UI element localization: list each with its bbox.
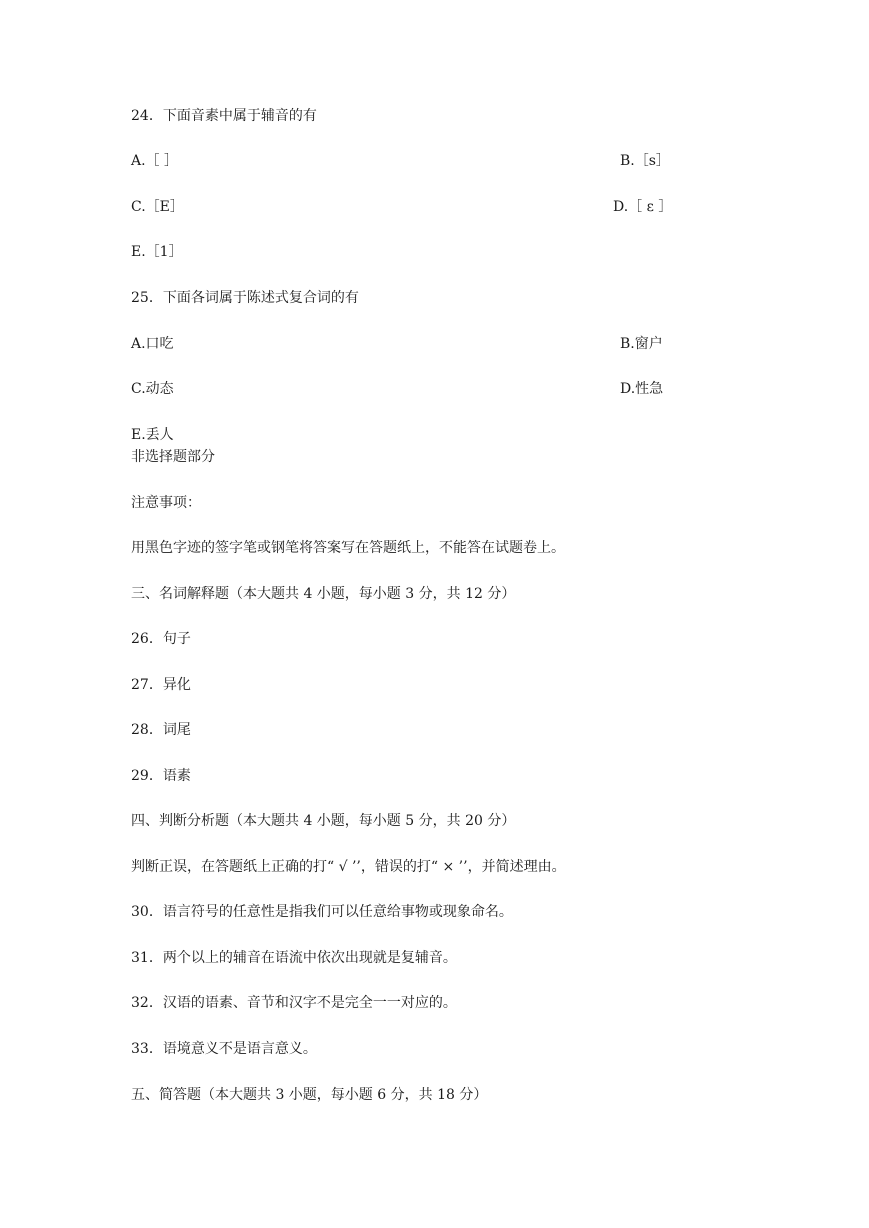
section-3-heading: 三、名词解释题（本大题共 4 小题，每小题 3 分，共 12 分） (131, 586, 516, 602)
question-25-option-a: A.口吃 (131, 336, 174, 352)
section-4-instruction: 判断正误，在答题纸上正确的打“ √ ’’，错误的打“ × ’’，并简述理由。 (131, 859, 566, 875)
section-5-heading: 五、简答题（本大题共 3 小题，每小题 6 分，共 18 分） (131, 1087, 488, 1103)
section-3-item-29: 29．语素 (131, 768, 191, 784)
question-24-option-b: B.［s］ (620, 153, 670, 169)
question-25-stem: 25．下面各词属于陈述式复合词的有 (131, 290, 359, 306)
nonchoice-heading: 非选择题部分 (131, 449, 215, 465)
question-25-option-d: D.性急 (620, 381, 664, 397)
notice-title: 注意事项： (131, 495, 201, 511)
section-4-item-30: 30．语言符号的任意性是指我们可以任意给事物或现象命名。 (131, 904, 513, 920)
section-3-item-27: 27．异化 (131, 677, 191, 693)
question-24-option-d: D.［ ε ］ (613, 199, 673, 215)
question-25-option-e: E.丢人 (131, 427, 174, 443)
notice-text: 用黑色字迹的签字笔或钢笔将答案写在答题纸上，不能答在试题卷上。 (131, 540, 565, 556)
question-24-option-e: E.［1］ (131, 244, 183, 260)
question-24-option-a: A.［ ］ (131, 153, 179, 169)
section-3-item-26: 26．句子 (131, 631, 191, 647)
question-24-stem: 24．下面音素中属于辅音的有 (131, 108, 317, 124)
section-4-item-33: 33．语境意义不是语言意义。 (131, 1041, 317, 1057)
question-24-option-c: C.［E］ (131, 199, 184, 215)
section-3-item-28: 28．词尾 (131, 722, 191, 738)
question-25-option-b: B.窗户 (620, 336, 663, 352)
section-4-heading: 四、判断分析题（本大题共 4 小题，每小题 5 分，共 20 分） (131, 813, 516, 829)
section-4-item-32: 32．汉语的语素、音节和汉字不是完全一一对应的。 (131, 995, 457, 1011)
section-4-item-31: 31．两个以上的辅音在语流中依次出现就是复辅音。 (131, 950, 457, 966)
question-25-option-c: C.动态 (131, 381, 174, 397)
